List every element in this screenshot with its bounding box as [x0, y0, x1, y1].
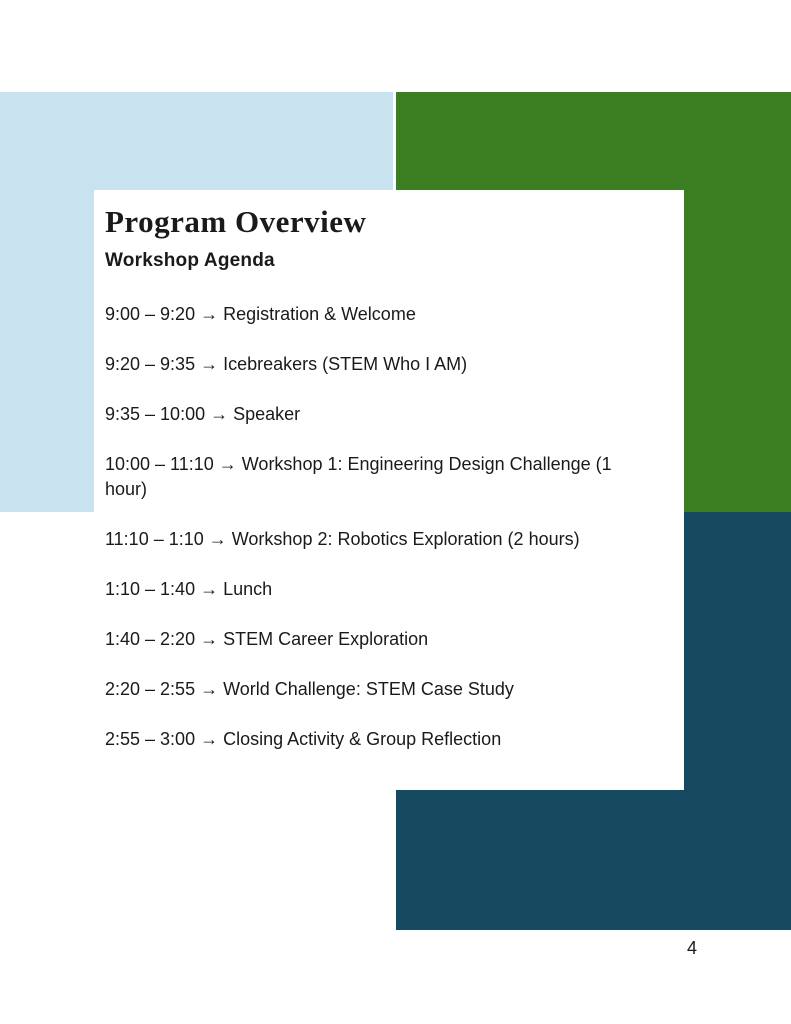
agenda-line: 1:40 – 2:20 → STEM Career Exploration	[105, 629, 429, 649]
agenda-line: 9:35 – 10:00 → Speaker	[105, 404, 301, 424]
agenda-line: 11:10 – 1:10 → Workshop 2: Robotics Exploration (2 hours)	[105, 529, 580, 549]
content-box	[94, 190, 684, 790]
agenda-line: 9:20 – 9:35 → Icebreakers (STEM Who I AM)	[105, 354, 468, 374]
agenda-item	[105, 677, 664, 702]
agenda-line: 1:10 – 1:40 → Lunch	[105, 579, 273, 599]
agenda-item	[105, 452, 664, 502]
agenda-item	[105, 727, 664, 752]
agenda-item	[105, 302, 664, 327]
page-title: Program Overview	[105, 204, 367, 239]
agenda-line: 2:20 – 2:55 → World Challenge: STEM Case Study	[105, 679, 514, 699]
agenda-list	[105, 302, 664, 752]
agenda-line: 10:00 – 11:10 → Workshop 1: Engineering Design Challenge (1	[105, 454, 612, 474]
agenda-subtitle: Workshop Agenda	[105, 250, 275, 271]
agenda-item	[105, 627, 664, 652]
agenda-item	[105, 402, 664, 427]
page-number: 4	[686, 938, 697, 958]
agenda-item	[105, 577, 664, 602]
agenda-item	[105, 527, 664, 552]
agenda-line: 9:00 – 9:20 → Registration & Welcome	[105, 304, 416, 324]
agenda-line: 2:55 – 3:00 → Closing Activity & Group Reflection	[105, 729, 502, 749]
agenda-line: hour)	[105, 479, 148, 499]
agenda-item	[105, 352, 664, 377]
